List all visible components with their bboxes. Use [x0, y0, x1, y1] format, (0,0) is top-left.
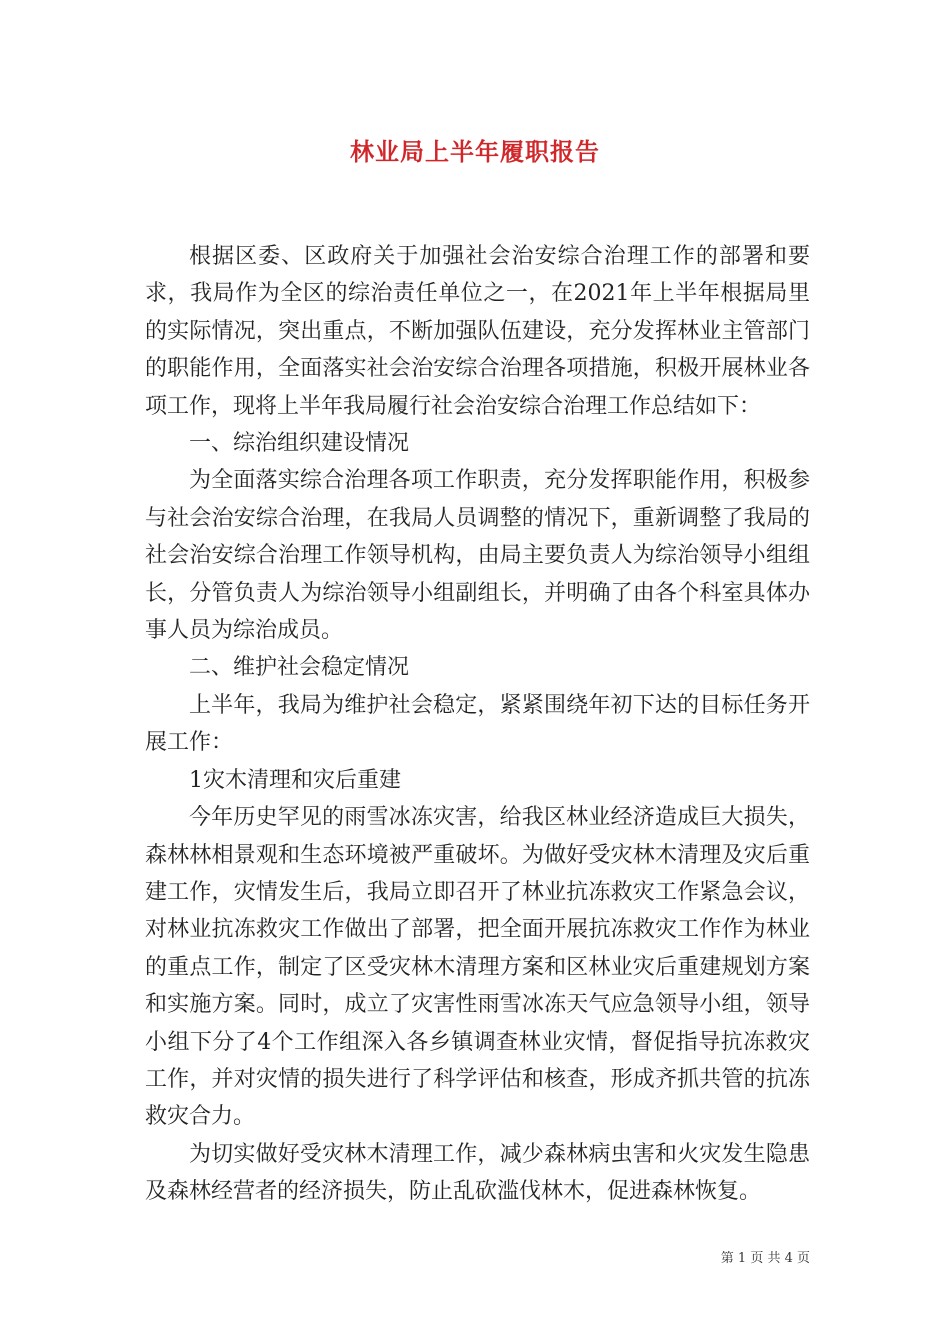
- page-number: 第 1 页 共 4 页: [720, 1251, 810, 1266]
- section-heading-1: 一、综治组织建设情况: [189, 431, 410, 457]
- section-heading-2: 二、维护社会稳定情况: [189, 655, 410, 681]
- section-1-paragraph: 为全面落实综合治理各项工作职责，充分发挥职能作用，积极参与社会治安综合治理，在我局人员调整的情况下，重新调整了我局的社会治安综合治理工作领导机构，由局主要负责人为综治领导小组组长，分管负责人为综治领导小组副组长，并明确了由各个科室具体办事人员为综治成员。: [145, 468, 810, 644]
- subsection-1-paragraph-2: 为切实做好受灾林木清理工作，减少森林病虫害和火灾发生隐患及森林经营者的经济损失，防止乱砍滥伐林木，促进森林恢复。: [145, 1141, 810, 1205]
- subsection-1-paragraph-1: 今年历史罕见的雨雪冰冻灾害，给我区林业经济造成巨大损失，森林林相景观和生态环境被严重破坏。为做好受灾林木清理及灾后重建工作，灾情发生后，我局立即召开了林业抗冻救灾工作紧急会议，对林业抗冻救灾工作做出了部署，把全面开展抗冻救灾工作作为林业的重点工作，制定了区受灾林木清理方案和区林业灾后重建规划方案和实施方案。同时，成立了灾害性雨雪冰冻天气应急领导小组，领导小组下分了4个工作组深入各乡镇调查林业灾情，督促指导抗冻救灾工作，并对灾情的损失进行了科学评估和核查，形成齐抓共管的抗冻救灾合力。: [145, 805, 810, 1130]
- section-2-paragraph: 上半年，我局为维护社会稳定，紧紧围绕年初下达的目标任务开展工作：: [145, 692, 810, 756]
- document-title: 林业局上半年履职报告: [350, 137, 600, 166]
- subsection-heading-1: 1灾木清理和灾后重建: [189, 767, 401, 793]
- document-body: [145, 238, 810, 1211]
- intro-paragraph: 根据区委、区政府关于加强社会治安综合治理工作的部署和要求，我局作为全区的综治责任单位之一，在2021年上半年根据局里的实际情况，突出重点，不断加强队伍建设，充分发挥林业主管部门的职能作用，全面落实社会治安综合治理各项措施，积极开展林业各项工作，现将上半年我局履行社会治安综合治理工作总结如下：: [145, 244, 810, 419]
